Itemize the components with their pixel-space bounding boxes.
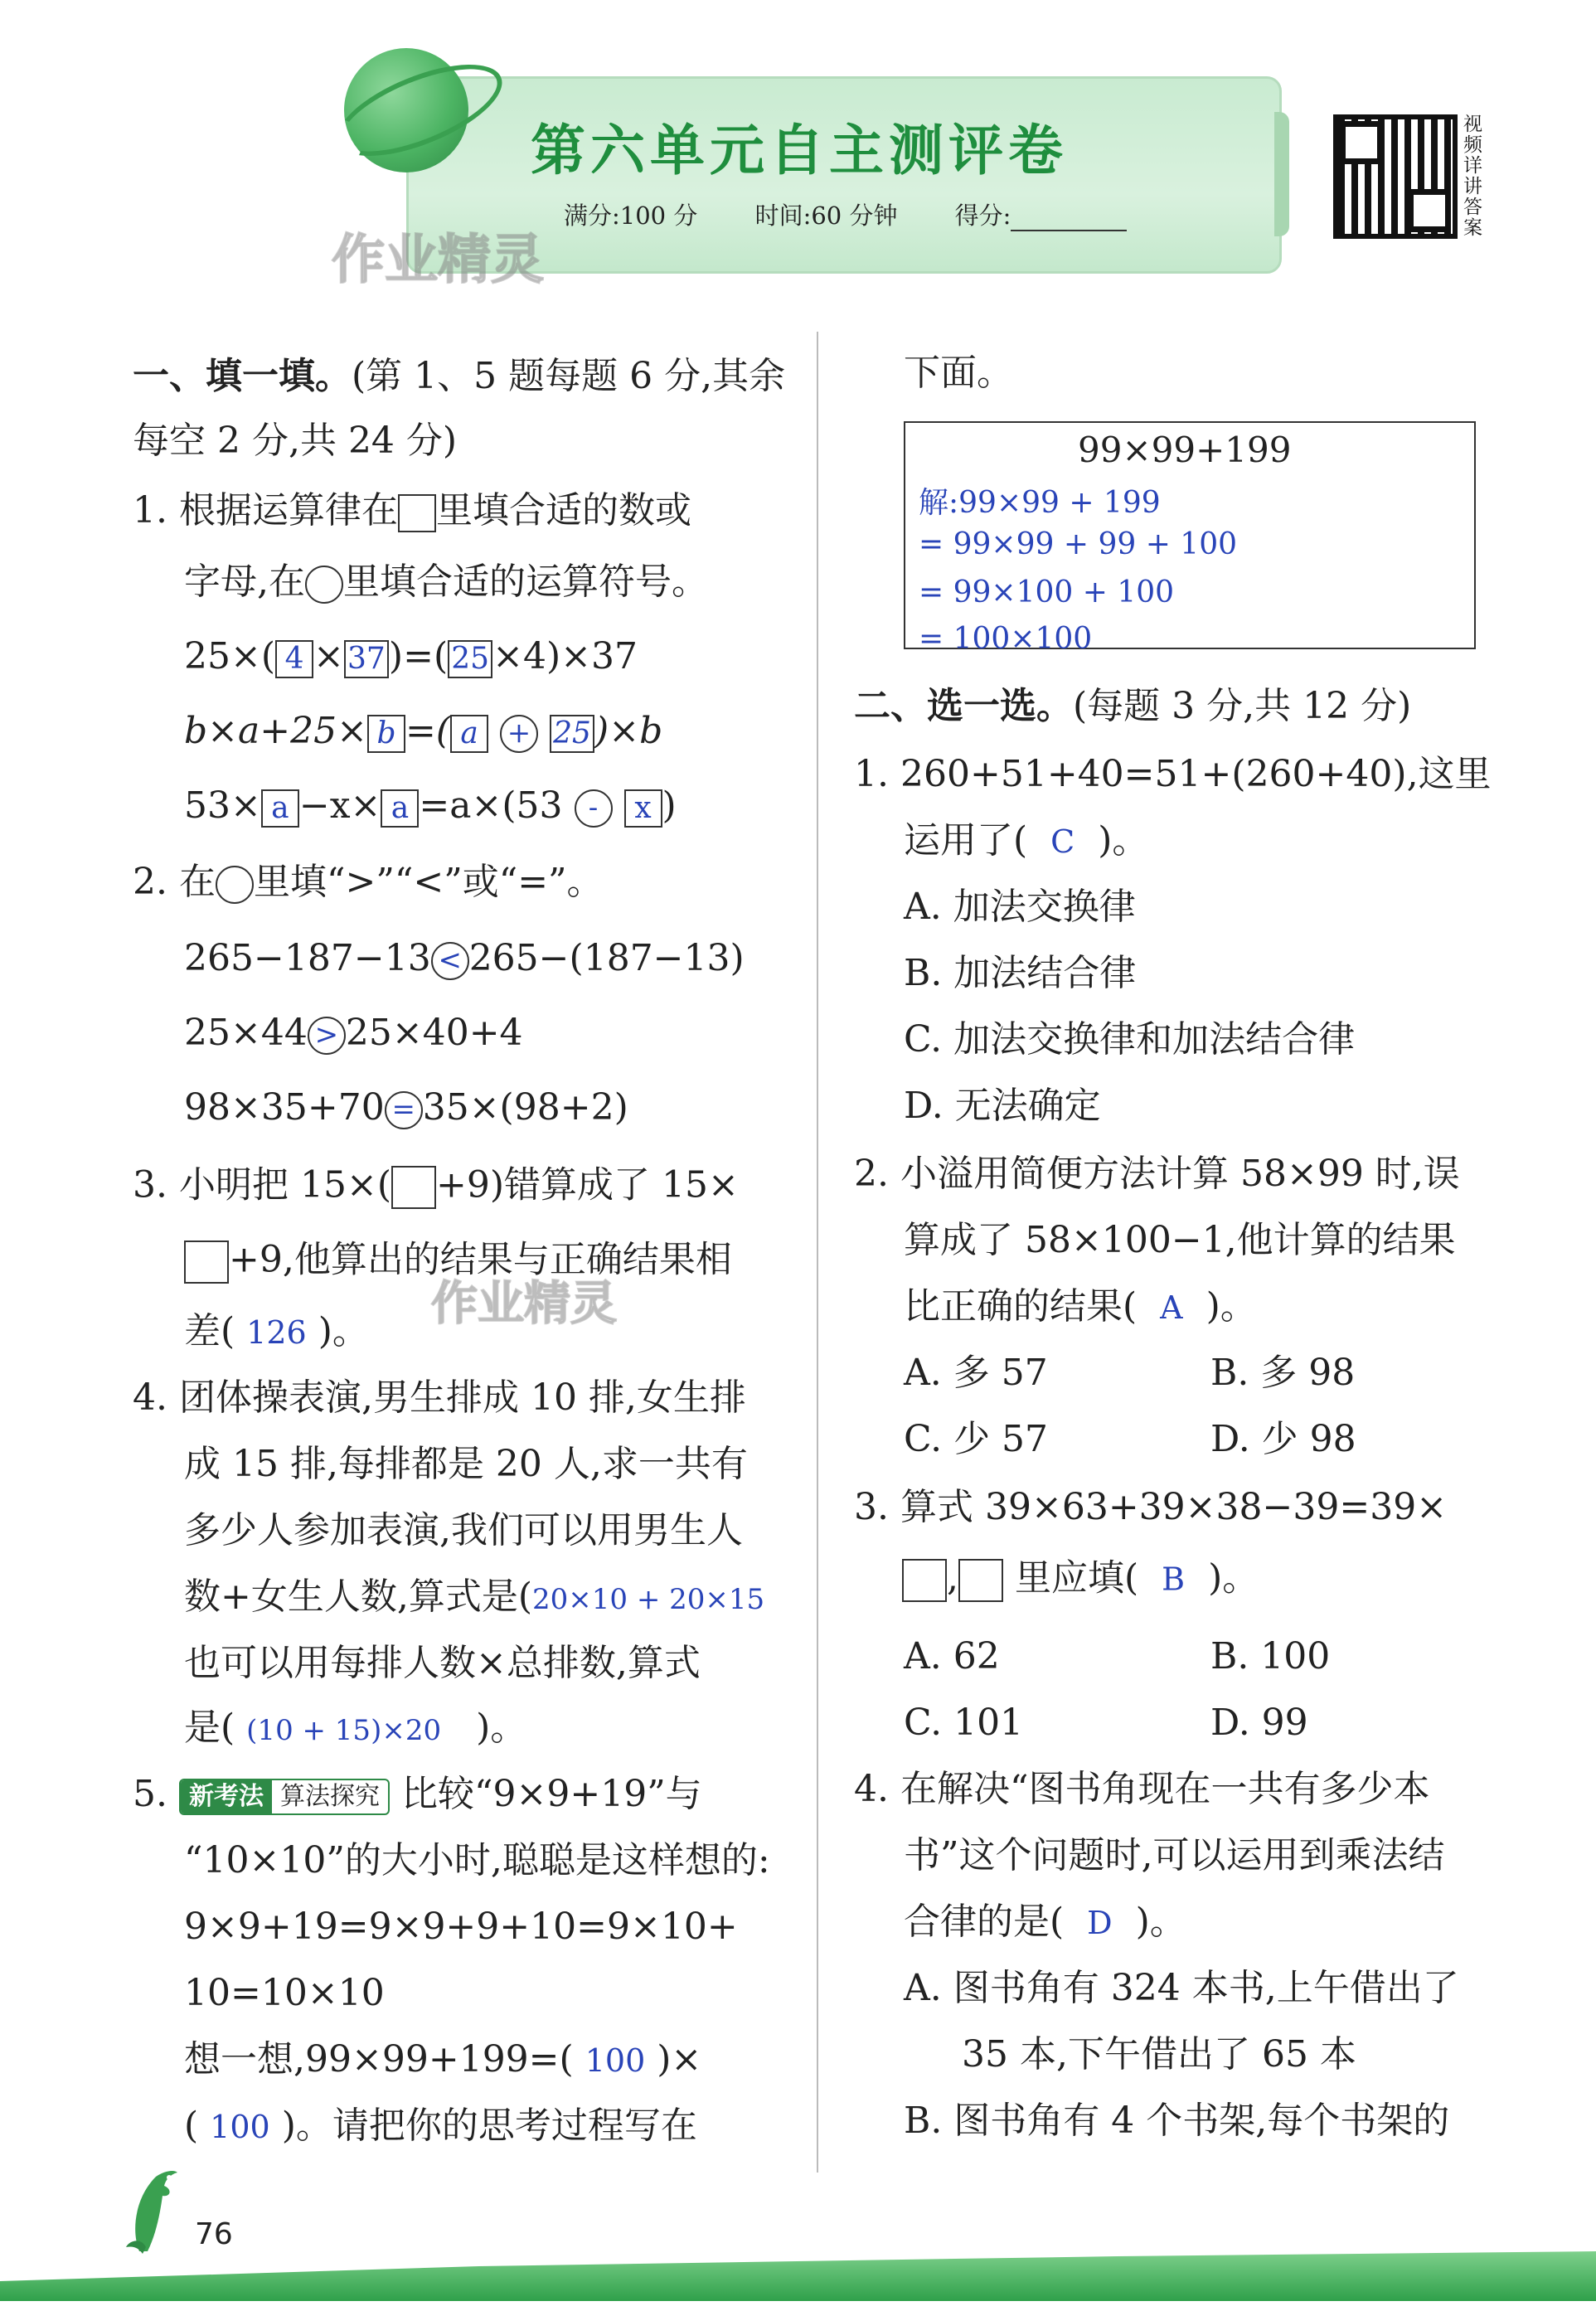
answer-box[interactable]: a xyxy=(381,789,419,828)
answer-box[interactable]: 37 xyxy=(344,640,389,678)
section1-note: (第 1、5 题每题 6 分,其余 xyxy=(352,355,786,397)
rq3-number: 3. xyxy=(854,1486,889,1528)
option-a[interactable]: A. 62 xyxy=(904,1635,1000,1677)
q1-line-2 xyxy=(184,561,708,604)
expr-text: =a×(53 xyxy=(419,784,563,827)
rq2-text: )。 xyxy=(1205,1285,1257,1328)
q4-answer-1[interactable]: 20×10 + 20×15 xyxy=(532,1583,765,1616)
q3-text: )。 xyxy=(318,1310,369,1352)
expr-text: ) xyxy=(662,784,677,827)
answer-box[interactable]: 25 xyxy=(448,640,492,678)
rq4-line-2: 书”这个问题时,可以运用到乘法结 xyxy=(904,1834,1445,1876)
q5-number: 5. xyxy=(133,1773,167,1815)
q3-text: +9)错算成了 15× xyxy=(436,1163,739,1206)
new-method-badge xyxy=(179,1779,390,1815)
q5-line-5 xyxy=(184,2038,702,2080)
q1-text-b: 里填合适的数或 xyxy=(435,489,691,532)
q3-number: 3. xyxy=(133,1163,167,1206)
answer-circle[interactable]: > xyxy=(308,1017,346,1055)
rq3-line-2 xyxy=(902,1556,1259,1602)
expr-text: 35×(98+2) xyxy=(422,1086,628,1129)
score-field xyxy=(955,201,1177,230)
page-number: 76 xyxy=(195,2217,233,2251)
expr-text: × xyxy=(313,635,344,677)
option-a[interactable]: A. 加法交换律 xyxy=(904,886,1136,928)
option-a[interactable]: A. 多 57 xyxy=(904,1352,1048,1394)
q4-line-6 xyxy=(184,1707,527,1749)
q5-line-3: 9×9+19=9×9+9+10=9×10+ xyxy=(184,1906,738,1948)
rq2-line-3 xyxy=(904,1285,1257,1328)
score-blank[interactable] xyxy=(1011,210,1127,231)
choice-question-1 xyxy=(854,753,1492,795)
rq4-answer[interactable]: D xyxy=(1087,1905,1113,1941)
circle-blank-icon xyxy=(216,866,254,904)
rq2-answer[interactable]: A xyxy=(1160,1289,1183,1326)
q4-text: 是( xyxy=(184,1707,235,1749)
q3-answer[interactable]: 126 xyxy=(246,1314,307,1351)
rq2-line-2: 算成了 58×100−1,他计算的结果 xyxy=(904,1219,1456,1261)
q4-number: 4. xyxy=(133,1376,167,1419)
q4-line-3: 多少人参加表演,我们可以用男生人 xyxy=(184,1509,743,1551)
q3-line-3 xyxy=(184,1310,369,1352)
expr-text: b×a+25× xyxy=(184,710,367,752)
choice-question-2 xyxy=(854,1153,1460,1195)
rq1-text: )。 xyxy=(1098,819,1149,862)
work-line: = 99×99 + 99 + 100 xyxy=(919,527,1238,561)
time-limit: 时间:60 分钟 xyxy=(754,201,898,230)
work-line: 解:99×99 + 199 xyxy=(919,486,1161,520)
work-title: 99×99+199 xyxy=(1078,430,1292,470)
rq4-text: 合律的是( xyxy=(904,1901,1065,1943)
section1-header xyxy=(133,355,786,397)
expr-text: 265−(187−13) xyxy=(468,937,745,979)
q4-line-4 xyxy=(184,1575,765,1618)
option-b[interactable]: B. 多 98 xyxy=(1210,1352,1356,1394)
expr-text: 265−187−13 xyxy=(184,937,431,979)
watermark: 作业精灵 xyxy=(332,230,544,291)
q1-expr-3 xyxy=(184,784,677,828)
rq3-text: 算式 39×63+39×38−39=39× xyxy=(900,1486,1448,1528)
score-label: 得分: xyxy=(954,201,1011,230)
qr-caption: 视频详讲答案 xyxy=(1463,114,1482,239)
q4-line-5: 也可以用每排人数×总排数,算式 xyxy=(184,1642,701,1684)
q5-line-4: 10=10×10 xyxy=(184,1972,385,2014)
q2-expr-1 xyxy=(184,937,745,980)
q5-text: )× xyxy=(657,2038,702,2080)
q1-text-c: 字母,在 xyxy=(184,561,305,603)
badge-label: 新考法 xyxy=(181,1780,272,1813)
q5-continued: 下面。 xyxy=(904,352,1013,394)
q5-text: ( xyxy=(184,2105,199,2147)
q1-number: 1. xyxy=(133,489,167,532)
expr-text: ×4)×37 xyxy=(492,635,638,677)
expr-text: 98×35+70 xyxy=(184,1086,385,1129)
option-c[interactable]: C. 少 57 xyxy=(904,1418,1049,1460)
question-4 xyxy=(133,1376,746,1419)
answer-box[interactable]: a xyxy=(261,789,299,828)
question-3 xyxy=(133,1163,739,1209)
rq3-answer[interactable]: B xyxy=(1162,1561,1186,1598)
section2-heading: 二、选一选。 xyxy=(854,685,1073,727)
rq4-text: 在解决“图书角现在一共有多少本 xyxy=(900,1768,1430,1810)
q1-expr-2 xyxy=(184,710,663,753)
exam-meta xyxy=(564,197,1176,231)
footer-band xyxy=(0,2251,1596,2301)
expr-text: 25×( xyxy=(184,635,276,677)
rq1-line-2 xyxy=(904,819,1149,862)
badge-tag: 算法探究 xyxy=(279,1781,380,1811)
circle-blank-icon xyxy=(305,566,343,604)
answer-circle[interactable]: < xyxy=(431,942,469,980)
qr-code[interactable] xyxy=(1333,114,1458,239)
rq2-text: 小溢用简便方法计算 58×99 时,误 xyxy=(900,1153,1460,1195)
rq3-text: )。 xyxy=(1208,1556,1259,1600)
watermark: 作业精灵 xyxy=(431,1277,617,1331)
q3-text: +9,他算出的结果与正确结果相 xyxy=(229,1238,732,1281)
choice-question-3 xyxy=(854,1486,1448,1528)
work-line: = 100×100 xyxy=(919,622,1093,656)
section2-header xyxy=(854,685,1412,727)
option-d[interactable]: D. 无法确定 xyxy=(904,1085,1101,1127)
rq1-text: 运用了( xyxy=(904,819,1028,862)
q4-line-2: 成 15 排,每排都是 20 人,求一共有 xyxy=(184,1443,748,1485)
rq4-line-3 xyxy=(904,1901,1186,1943)
question-1 xyxy=(133,489,691,532)
option-b[interactable]: B. 图书角有 4 个书架,每个书架的 xyxy=(904,2100,1450,2142)
expr-text: )×b xyxy=(594,710,663,752)
rq1-text: 260+51+40=51+(260+40),这里 xyxy=(900,753,1492,795)
option-a[interactable]: A. 图书角有 324 本书,上午借出了 xyxy=(904,1967,1459,2009)
expr-text: −x× xyxy=(298,784,381,827)
q5-text: 比较“9×9+19”与 xyxy=(400,1773,702,1815)
q5-text: )。请把你的思考过程写在 xyxy=(281,2105,697,2147)
rq1-number: 1. xyxy=(854,753,889,795)
answer-circle[interactable]: + xyxy=(500,715,538,753)
q5-line-6 xyxy=(184,2105,697,2147)
rq4-number: 4. xyxy=(854,1768,889,1810)
question-2 xyxy=(133,861,604,904)
q5-line-2: “10×10”的大小时,聪聪是这样想的: xyxy=(184,1839,770,1881)
option-d[interactable]: D. 少 98 xyxy=(1210,1418,1356,1460)
q1-text-a: 根据运算律在 xyxy=(178,489,398,532)
square-blank-icon xyxy=(958,1559,1003,1602)
rq2-number: 2. xyxy=(854,1153,889,1195)
q1-expr-1 xyxy=(184,635,638,678)
q2-text-a: 在 xyxy=(178,861,216,903)
square-blank-icon xyxy=(391,1166,436,1209)
choice-question-4 xyxy=(854,1768,1430,1810)
answer-circle[interactable]: - xyxy=(575,789,613,828)
q2-text-b: 里填“>”“<”或“=”。 xyxy=(253,861,604,903)
question-5 xyxy=(133,1773,702,1815)
page-title: 第六单元自主测评卷 xyxy=(531,119,1068,182)
option-c[interactable]: C. 101 xyxy=(904,1702,1024,1744)
option-b[interactable]: B. 100 xyxy=(1210,1635,1331,1677)
answer-circle[interactable]: = xyxy=(385,1091,423,1129)
rq3-text: 里应填( xyxy=(1015,1556,1139,1600)
q4-text: 数+女生人数,算式是( xyxy=(184,1575,533,1618)
section1-heading: 一、填一填。 xyxy=(133,355,352,397)
q3-text: 小明把 15×( xyxy=(178,1163,391,1206)
q5-answer-2[interactable]: 100 xyxy=(210,2109,270,2145)
q2-number: 2. xyxy=(133,861,167,903)
q4-answer-2[interactable]: (10 + 15)×20 xyxy=(246,1714,442,1747)
rq2-text: 比正确的结果( xyxy=(904,1285,1138,1328)
section1-note-2: 每空 2 分,共 24 分) xyxy=(133,420,458,462)
column-divider xyxy=(817,332,818,2173)
q3-text: 差( xyxy=(184,1310,235,1352)
option-c[interactable]: C. 加法交换律和加法结合律 xyxy=(904,1018,1356,1061)
expr-text: 25×44 xyxy=(184,1012,308,1054)
answer-box[interactable]: 25 xyxy=(550,715,594,753)
square-blank-icon xyxy=(902,1559,947,1602)
expr-text: )=( xyxy=(388,635,449,677)
option-b[interactable]: B. 加法结合律 xyxy=(904,952,1137,994)
q4-text: 团体操表演,男生排成 10 排,女生排 xyxy=(178,1376,746,1419)
q2-expr-2 xyxy=(184,1012,523,1055)
q5-text: 想一想,99×99+199=( xyxy=(184,2038,574,2080)
expr-text: 53× xyxy=(184,784,261,827)
q2-expr-3 xyxy=(184,1086,628,1129)
expr-text: =( xyxy=(405,710,451,752)
section2-note: (每题 3 分,共 12 分) xyxy=(1073,685,1412,727)
full-marks: 满分:100 分 xyxy=(564,201,698,230)
answer-box[interactable]: a xyxy=(450,715,488,753)
answer-box[interactable]: x xyxy=(624,789,662,828)
q4-text: )。 xyxy=(476,1707,527,1749)
square-blank-icon xyxy=(398,494,436,532)
q5-answer-1[interactable]: 100 xyxy=(585,2042,646,2079)
answer-box[interactable]: b xyxy=(367,715,405,753)
expr-text: 25×40+4 xyxy=(345,1012,523,1054)
rq4-text: )。 xyxy=(1135,1901,1186,1943)
q1-text-d: 里填合适的运算符号。 xyxy=(343,561,708,603)
dolphin-icon xyxy=(123,2164,181,2255)
rq3-text: , xyxy=(947,1556,958,1600)
option-a-cont: 35 本,下午借出了 65 本 xyxy=(962,2033,1356,2076)
option-d[interactable]: D. 99 xyxy=(1210,1702,1308,1744)
answer-box[interactable]: 4 xyxy=(275,640,313,678)
square-blank-icon xyxy=(184,1240,229,1284)
rq1-answer[interactable]: C xyxy=(1050,823,1075,860)
work-line: = 99×100 + 100 xyxy=(919,575,1175,609)
